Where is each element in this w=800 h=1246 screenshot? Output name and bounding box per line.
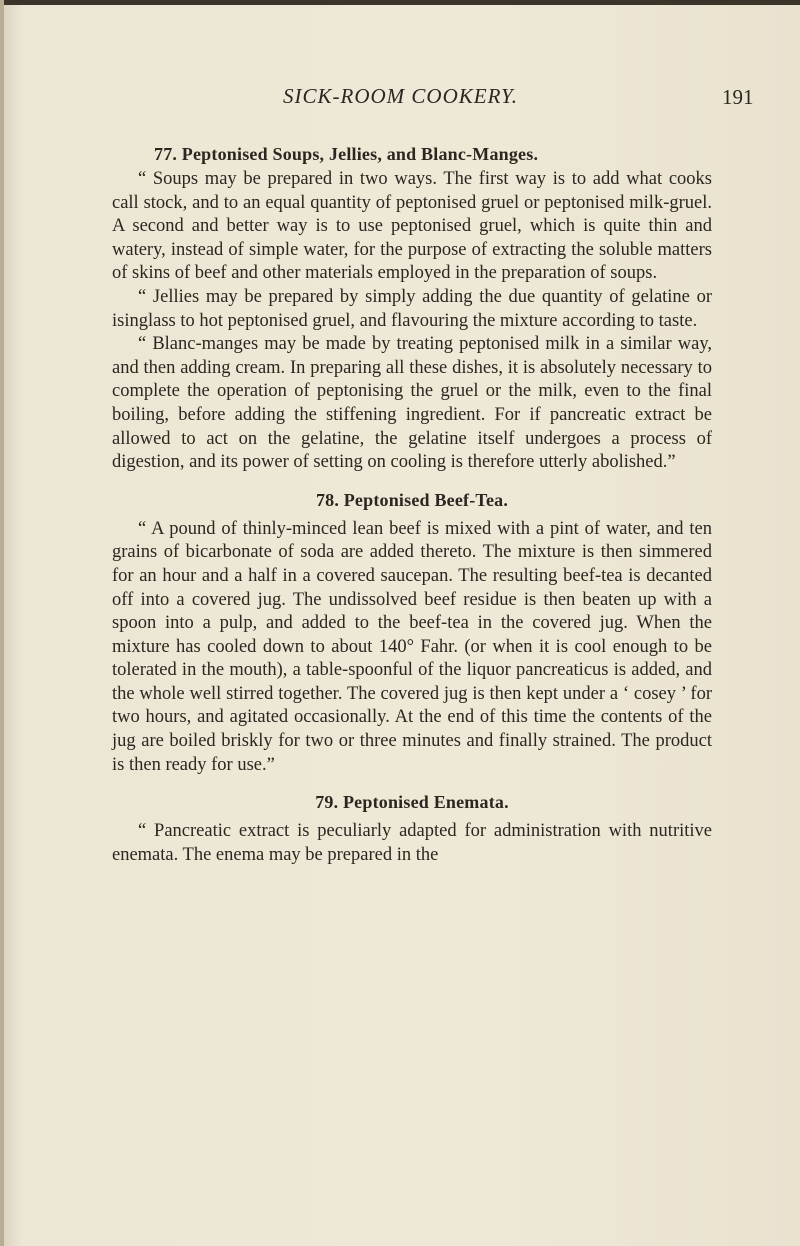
page-number: 191 <box>722 85 754 109</box>
paragraph-beef-tea: “ A pound of thinly-minced lean beef is mixed with a pint of water, and ten grains of bicarbonate of soda are added thereto. The mixture is then simmered for an hour and a half in a covered saucepan. The resulting beef-tea is decanted off into a covered jug. The undissolved beef residue is then beaten up with a spoon into a pulp, and added to the beef-tea in the covered jug. When the mixture has cooled down to about 140° Fahr. (or when it is cool enough to be tolerated in the mouth), a table-spoonful of the liquor pancreaticus is added, and the whole well stirred together. The covered jug is then kept under a ‘ cosey ’ for two hours, and agitated occasionally. At the end of this time the contents of the jug are boiled briskly for two or three minutes and finally strained. The product is then ready for use.” <box>112 518 712 775</box>
running-title: SICK-ROOM COOKERY. <box>283 84 519 108</box>
section-heading-78: 78. Peptonised Beef-Tea. <box>315 489 509 510</box>
paragraph-enemata: “ Pancreatic extract is peculiarly adapted for administration with nutritive enemata. The enema may be prepared in the <box>112 821 712 865</box>
page-body <box>112 142 712 867</box>
section-79 <box>112 790 712 867</box>
section-78 <box>112 488 712 778</box>
section-heading-79: 79. Peptonised Enemata. <box>315 792 509 813</box>
section-77 <box>112 142 712 475</box>
top-edge-shadow <box>0 0 800 5</box>
binding-edge <box>0 0 4 1246</box>
section-heading-77: 77. Peptonised Soups, Jellies, and Blanc-Manges. <box>154 144 539 164</box>
running-head <box>0 84 800 114</box>
paragraph-jellies: “ Jellies may be prepared by simply adding the due quantity of gelatine or isinglass to hot peptonised gruel, and flavouring the mixture according to taste. <box>112 286 712 331</box>
paragraph-soups: “ Soups may be prepared in two ways. The first way is to add what cooks call stock, and to an equal quantity of peptonised gruel or peptonised milk-gruel. A second and better way is to use peptonised gruel, which is quite thin and watery, instead of simple water, for the purpose of extracting the soluble matters of skins of beef and other materials employed in the preparation of soups. <box>112 169 712 284</box>
paragraph-blanc-manges: “ Blanc-manges may be made by treating peptonised milk in a similar way, and then adding cream. In preparing all these dishes, it is absolutely necessary to complete the operation of peptonising the gruel or the milk, even to the final boiling, before adding the stiffening ingredient. For if pancreatic extract be allowed to act on the gelatine, the gelatine itself undergoes a process of digestion, and its power of setting on cooling is therefore utterly abolished.” <box>112 334 712 473</box>
